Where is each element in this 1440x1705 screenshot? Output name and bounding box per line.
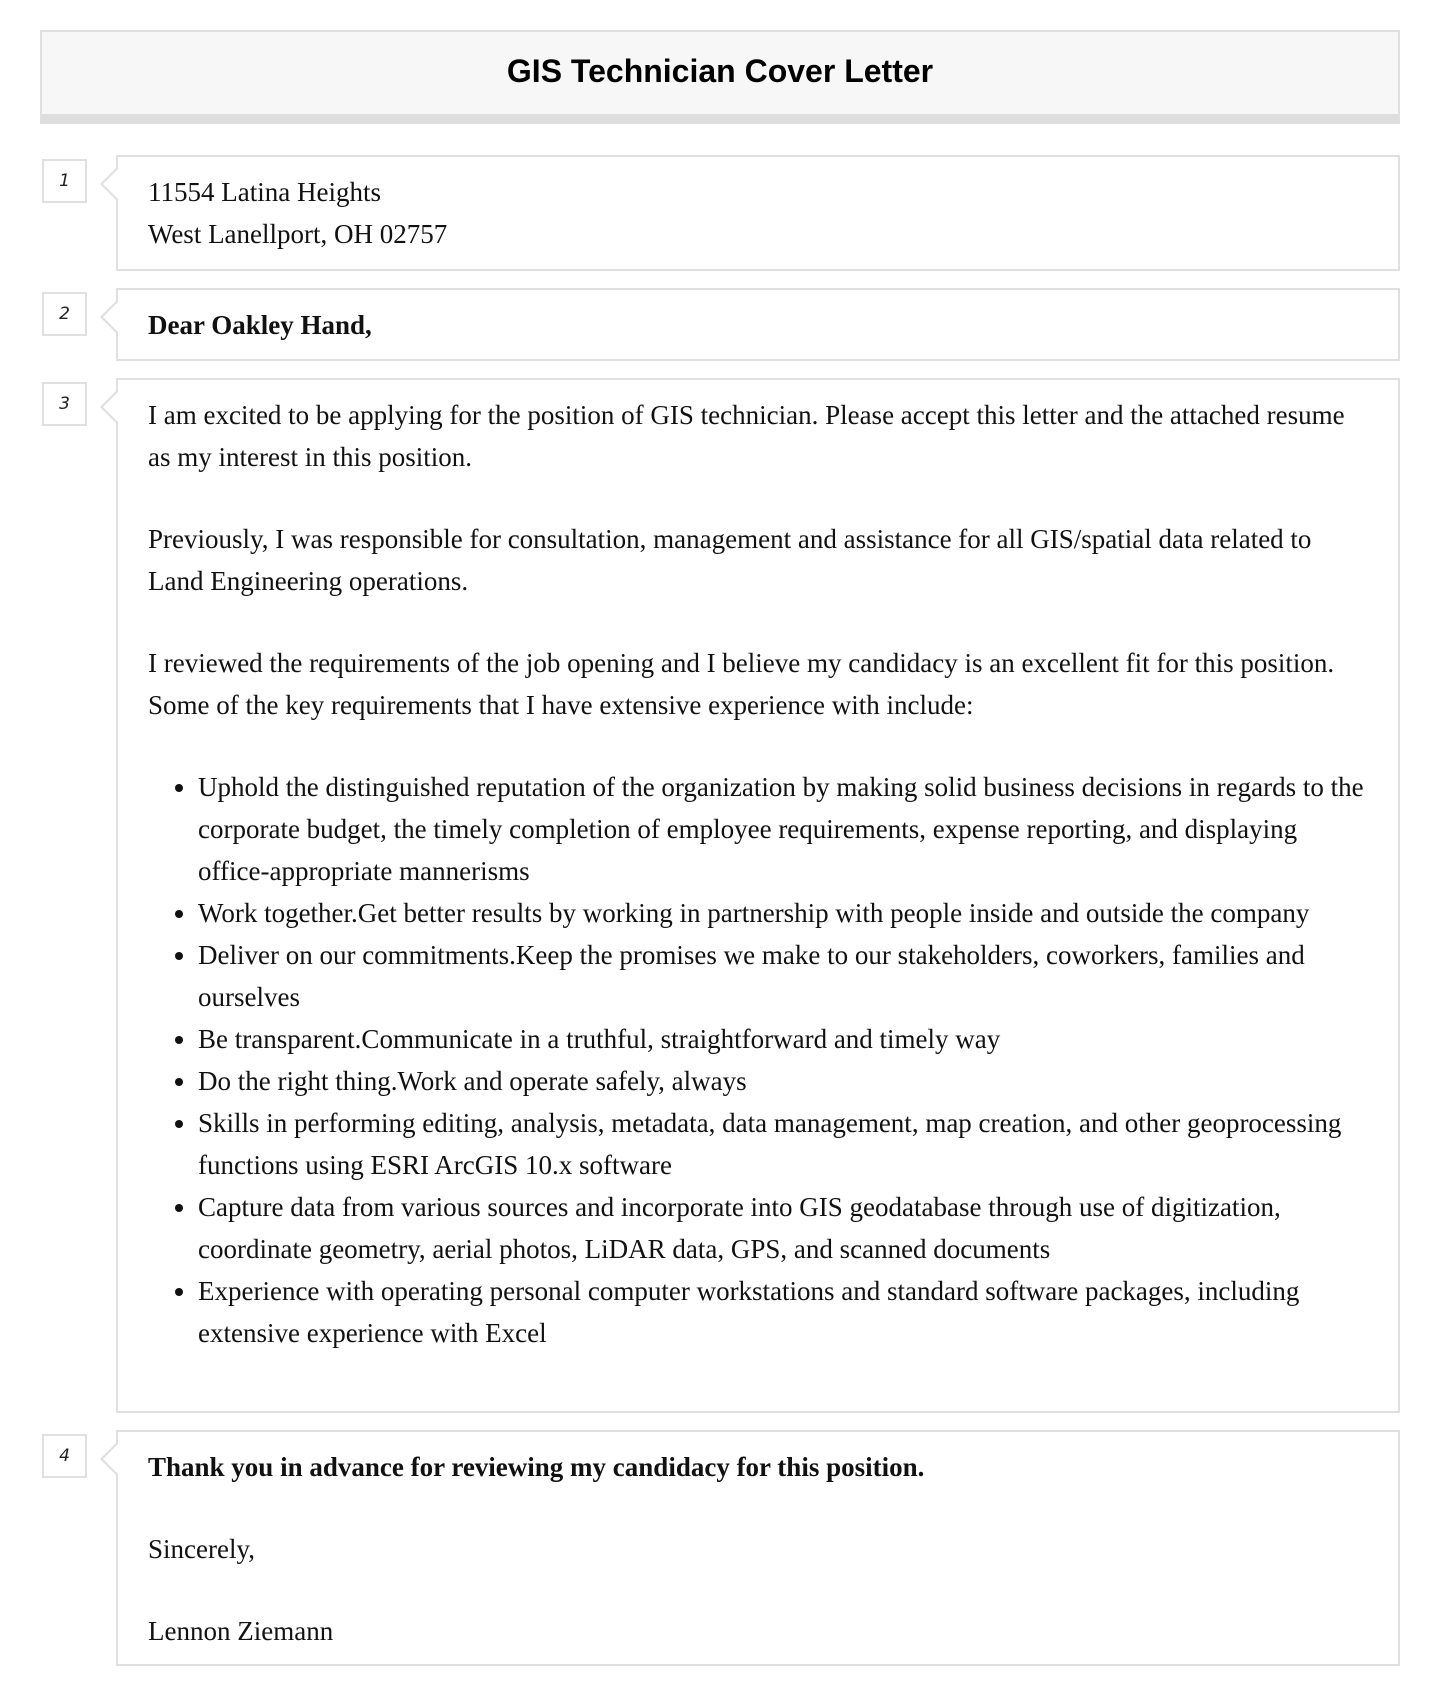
requirements-list bbox=[148, 766, 1368, 1354]
address-line-1: 11554 Latina Heights bbox=[148, 177, 381, 207]
section-number-badge: 2 bbox=[42, 292, 87, 336]
list-item: • Experience with operating personal computer workstations and standard software packages, including extensive experience with Excel bbox=[198, 1270, 1368, 1354]
section-card bbox=[116, 155, 1400, 271]
body-paragraph: I am excited to be applying for the position of GIS technician. Please accept this letter and the attached resume as my interest in this position. bbox=[148, 400, 1345, 472]
closing-statement: Thank you in advance for reviewing my candidacy for this position. bbox=[148, 1452, 925, 1482]
section-number-badge: 1 bbox=[42, 159, 87, 203]
section-card bbox=[116, 288, 1400, 361]
section-card bbox=[116, 378, 1400, 1413]
section-number-badge: 4 bbox=[42, 1434, 87, 1478]
signature: Lennon Ziemann bbox=[148, 1616, 334, 1646]
section-closing bbox=[40, 1430, 1400, 1666]
page-title: GIS Technician Cover Letter bbox=[506, 52, 934, 89]
section-number-badge: 3 bbox=[42, 382, 87, 426]
list-item: • Do the right thing.Work and operate safely, always bbox=[198, 1060, 1368, 1102]
section-card bbox=[116, 1430, 1400, 1666]
list-item: • Capture data from various sources and incorporate into GIS geodatabase through use of digitization, coordinate geometry, aerial photos, LiDAR data, GPS, and scanned documents bbox=[198, 1186, 1368, 1270]
section-address bbox=[40, 155, 1400, 271]
list-item: • Uphold the distinguished reputation of the organization by making solid business decisions in regards to the corporate budget, the timely completion of employee requirements, expense reporting, and displaying office-appropriate mannerisms bbox=[198, 766, 1368, 892]
signoff: Sincerely, bbox=[148, 1534, 255, 1564]
list-item: • Be transparent.Communicate in a truthful, straightforward and timely way bbox=[198, 1018, 1368, 1060]
section-body bbox=[40, 378, 1400, 1413]
section-salutation bbox=[40, 288, 1400, 361]
document-header bbox=[40, 30, 1400, 124]
salutation: Dear Oakley Hand, bbox=[148, 310, 372, 340]
body-paragraph: Previously, I was responsible for consultation, management and assistance for all GIS/spatial data related to Land Engineering operations. bbox=[148, 524, 1312, 596]
list-item: • Skills in performing editing, analysis, metadata, data management, map creation, and other geoprocessing functions using ESRI ArcGIS 10.x software bbox=[198, 1102, 1368, 1186]
body-paragraph: I reviewed the requirements of the job opening and I believe my candidacy is an excellent fit for this position. Some of the key requirements that I have extensive experience with include: bbox=[148, 648, 1335, 720]
list-item: • Deliver on our commitments.Keep the promises we make to our stakeholders, coworkers, families and ourselves bbox=[198, 934, 1368, 1018]
address-line-2: West Lanellport, OH 02757 bbox=[148, 219, 448, 249]
list-item: • Work together.Get better results by working in partnership with people inside and outside the company bbox=[198, 892, 1368, 934]
